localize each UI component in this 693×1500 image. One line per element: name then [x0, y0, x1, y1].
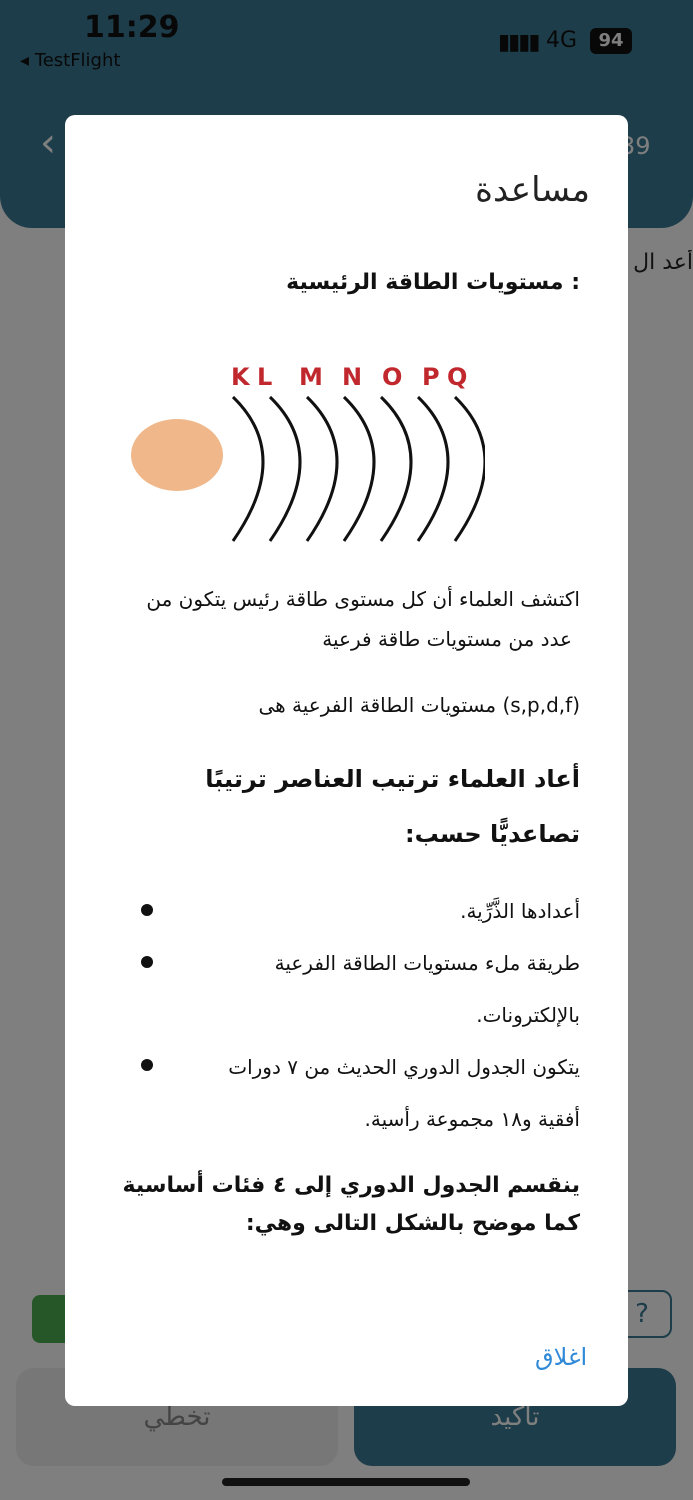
list-item-2-line-2: بالإلكترونات.	[476, 1003, 580, 1027]
list-item-2-line-1: طريقة ملء مستويات الطاقة الفرعية	[274, 951, 580, 975]
shell-arc-M	[307, 397, 337, 541]
section-heading: : مستويات الطاقة الرئيسية	[286, 270, 580, 295]
shell-label-P: P	[422, 363, 440, 391]
footer-line-1: ينقسم الجدول الدوري إلى ٤ فئات أساسية	[122, 1173, 580, 1198]
list-item-1: أعدادها الذَّرِّية.	[460, 899, 580, 923]
bullet-icon	[141, 904, 153, 916]
paragraph-1-line-2: عدد من مستويات طاقة فرعية	[322, 627, 572, 651]
shell-label-N: N	[342, 363, 363, 391]
bullet-icon	[141, 1059, 153, 1071]
shell-arc-K	[233, 397, 263, 541]
heading-2-line-2: تصاعديًّا حسب:	[404, 820, 580, 848]
shell-label-M: M	[299, 363, 323, 391]
list-item-3-line-1: يتكون الجدول الدوري الحديث من ٧ دورات	[228, 1055, 580, 1079]
paragraph-2: (s,p,d,f) مستويات الطاقة الفرعية هى	[258, 693, 580, 717]
energy-levels-diagram	[125, 355, 485, 545]
shell-arc-N	[344, 397, 374, 541]
heading-2-line-1: أعاد العلماء ترتيب العناصر ترتيبًا	[205, 765, 580, 793]
bullet-icon	[141, 956, 153, 968]
shell-arc-Q	[455, 397, 485, 541]
shell-label-K: K	[231, 363, 250, 391]
shell-label-L: L	[257, 363, 273, 391]
list-item-3-line-2: أفقية و١٨ مجموعة رأسية.	[364, 1107, 580, 1131]
shell-label-O: O	[382, 363, 403, 391]
shell-arc-P	[418, 397, 448, 541]
home-indicator	[222, 1478, 470, 1486]
shell-label-Q: Q	[447, 363, 468, 391]
help-dialog	[65, 115, 628, 1406]
nucleus-shape	[131, 419, 223, 491]
footer-line-2: كما موضح بالشكل التالى وهي:	[245, 1211, 580, 1236]
shell-arc-L	[270, 397, 300, 541]
shell-arc-O	[381, 397, 411, 541]
close-button[interactable]: اغلاق	[535, 1343, 588, 1371]
dialog-title: مساعدة	[475, 170, 590, 210]
paragraph-1-line-1: اكتشف العلماء أن كل مستوى طاقة رئيس يتكون من	[146, 587, 580, 611]
